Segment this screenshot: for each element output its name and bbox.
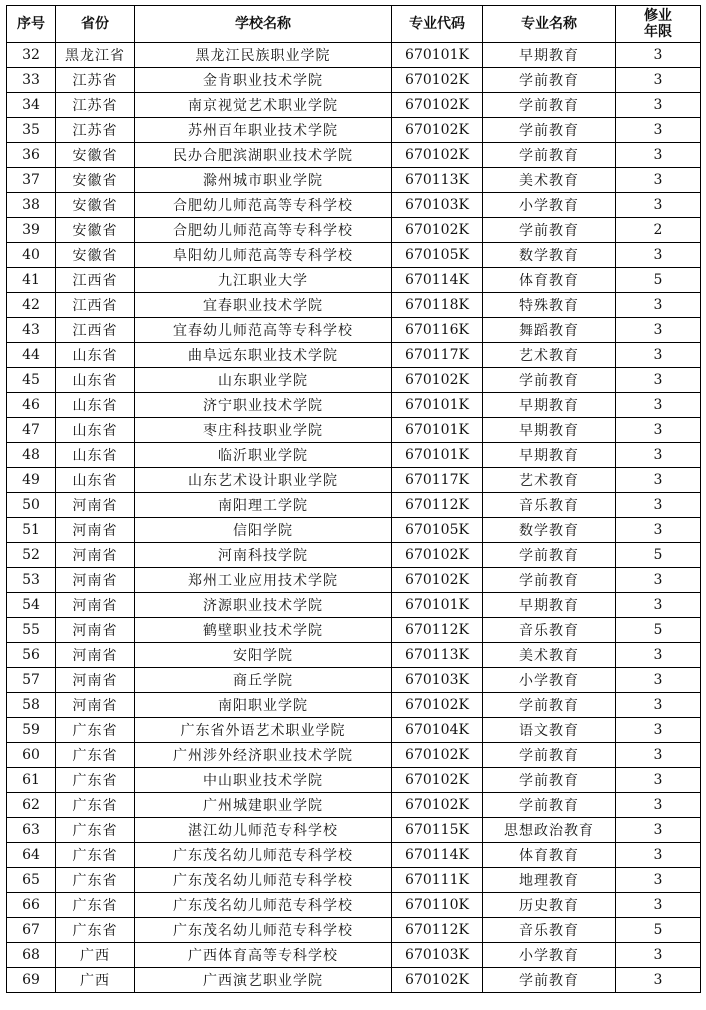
cell-code: 670103K bbox=[392, 668, 483, 693]
cell-school: 南阳职业学院 bbox=[135, 693, 392, 718]
cell-years: 3 bbox=[616, 693, 701, 718]
cell-years: 3 bbox=[616, 743, 701, 768]
cell-years: 3 bbox=[616, 418, 701, 443]
cell-province: 广西 bbox=[56, 943, 135, 968]
cell-school: 合肥幼儿师范高等专科学校 bbox=[135, 193, 392, 218]
cell-years: 3 bbox=[616, 493, 701, 518]
cell-years: 3 bbox=[616, 93, 701, 118]
cell-province: 安徽省 bbox=[56, 218, 135, 243]
cell-no: 69 bbox=[7, 968, 56, 993]
table-row bbox=[7, 718, 701, 743]
cell-major: 美术教育 bbox=[483, 168, 616, 193]
cell-years: 3 bbox=[616, 818, 701, 843]
cell-major: 历史教育 bbox=[483, 893, 616, 918]
cell-major: 早期教育 bbox=[483, 593, 616, 618]
cell-years: 3 bbox=[616, 568, 701, 593]
table-row bbox=[7, 568, 701, 593]
cell-school: 商丘学院 bbox=[135, 668, 392, 693]
cell-code: 670111K bbox=[392, 868, 483, 893]
cell-code: 670102K bbox=[392, 143, 483, 168]
table-row bbox=[7, 43, 701, 68]
table-row bbox=[7, 518, 701, 543]
table-row bbox=[7, 543, 701, 568]
cell-school: 河南科技学院 bbox=[135, 543, 392, 568]
cell-major: 学前教育 bbox=[483, 968, 616, 993]
cell-major: 语文教育 bbox=[483, 718, 616, 743]
cell-major: 地理教育 bbox=[483, 868, 616, 893]
cell-code: 670101K bbox=[392, 43, 483, 68]
cell-code: 670113K bbox=[392, 643, 483, 668]
cell-code: 670112K bbox=[392, 618, 483, 643]
cell-major: 学前教育 bbox=[483, 568, 616, 593]
cell-years: 3 bbox=[616, 293, 701, 318]
cell-no: 46 bbox=[7, 393, 56, 418]
cell-years: 3 bbox=[616, 768, 701, 793]
cell-school: 广东茂名幼儿师范专科学校 bbox=[135, 893, 392, 918]
cell-school: 黑龙江民族职业学院 bbox=[135, 43, 392, 68]
cell-no: 32 bbox=[7, 43, 56, 68]
cell-school: 宜春职业技术学院 bbox=[135, 293, 392, 318]
cell-province: 山东省 bbox=[56, 443, 135, 468]
cell-no: 44 bbox=[7, 343, 56, 368]
cell-major: 音乐教育 bbox=[483, 918, 616, 943]
table-row bbox=[7, 468, 701, 493]
cell-years: 5 bbox=[616, 918, 701, 943]
table-row bbox=[7, 593, 701, 618]
cell-years: 3 bbox=[616, 718, 701, 743]
cell-province: 广东省 bbox=[56, 818, 135, 843]
cell-school: 广东茂名幼儿师范专科学校 bbox=[135, 868, 392, 893]
cell-school: 信阳学院 bbox=[135, 518, 392, 543]
cell-province: 山东省 bbox=[56, 418, 135, 443]
cell-major: 数学教育 bbox=[483, 243, 616, 268]
cell-province: 山东省 bbox=[56, 393, 135, 418]
cell-province: 河南省 bbox=[56, 593, 135, 618]
cell-no: 59 bbox=[7, 718, 56, 743]
cell-school: 阜阳幼儿师范高等专科学校 bbox=[135, 243, 392, 268]
cell-code: 670112K bbox=[392, 493, 483, 518]
cell-school: 宜春幼儿师范高等专科学校 bbox=[135, 318, 392, 343]
table-row bbox=[7, 118, 701, 143]
cell-no: 64 bbox=[7, 843, 56, 868]
cell-major: 学前教育 bbox=[483, 143, 616, 168]
cell-major: 早期教育 bbox=[483, 443, 616, 468]
cell-province: 江西省 bbox=[56, 293, 135, 318]
cell-province: 广东省 bbox=[56, 768, 135, 793]
cell-code: 670102K bbox=[392, 93, 483, 118]
cell-years: 3 bbox=[616, 468, 701, 493]
table-header bbox=[7, 6, 701, 43]
cell-province: 江苏省 bbox=[56, 68, 135, 93]
table-row bbox=[7, 293, 701, 318]
cell-school: 苏州百年职业技术学院 bbox=[135, 118, 392, 143]
cell-no: 43 bbox=[7, 318, 56, 343]
cell-years: 3 bbox=[616, 118, 701, 143]
table-row bbox=[7, 418, 701, 443]
cell-major: 学前教育 bbox=[483, 68, 616, 93]
cell-years: 3 bbox=[616, 943, 701, 968]
cell-no: 57 bbox=[7, 668, 56, 693]
cell-no: 47 bbox=[7, 418, 56, 443]
header-major: 专业名称 bbox=[483, 6, 616, 43]
cell-province: 山东省 bbox=[56, 368, 135, 393]
cell-school: 临沂职业学院 bbox=[135, 443, 392, 468]
cell-no: 61 bbox=[7, 768, 56, 793]
cell-code: 670105K bbox=[392, 243, 483, 268]
cell-province: 广东省 bbox=[56, 893, 135, 918]
cell-major: 学前教育 bbox=[483, 218, 616, 243]
cell-no: 58 bbox=[7, 693, 56, 718]
cell-major: 数学教育 bbox=[483, 518, 616, 543]
cell-province: 江西省 bbox=[56, 268, 135, 293]
table-row bbox=[7, 918, 701, 943]
cell-no: 66 bbox=[7, 893, 56, 918]
cell-no: 45 bbox=[7, 368, 56, 393]
cell-school: 郑州工业应用技术学院 bbox=[135, 568, 392, 593]
cell-years: 5 bbox=[616, 618, 701, 643]
cell-school: 济宁职业技术学院 bbox=[135, 393, 392, 418]
cell-years: 3 bbox=[616, 143, 701, 168]
cell-province: 河南省 bbox=[56, 518, 135, 543]
cell-school: 合肥幼儿师范高等专科学校 bbox=[135, 218, 392, 243]
cell-province: 江西省 bbox=[56, 318, 135, 343]
cell-years: 3 bbox=[616, 643, 701, 668]
header-years-line1: 修业 bbox=[644, 8, 672, 24]
table-row bbox=[7, 243, 701, 268]
cell-province: 河南省 bbox=[56, 693, 135, 718]
cell-no: 39 bbox=[7, 218, 56, 243]
cell-code: 670102K bbox=[392, 543, 483, 568]
cell-code: 670101K bbox=[392, 443, 483, 468]
cell-school: 南阳理工学院 bbox=[135, 493, 392, 518]
cell-no: 50 bbox=[7, 493, 56, 518]
cell-years: 3 bbox=[616, 168, 701, 193]
cell-province: 广东省 bbox=[56, 793, 135, 818]
cell-school: 广州涉外经济职业技术学院 bbox=[135, 743, 392, 768]
table-row bbox=[7, 668, 701, 693]
cell-years: 3 bbox=[616, 368, 701, 393]
cell-major: 美术教育 bbox=[483, 643, 616, 668]
table-row bbox=[7, 868, 701, 893]
table-row bbox=[7, 93, 701, 118]
cell-code: 670101K bbox=[392, 418, 483, 443]
cell-province: 山东省 bbox=[56, 468, 135, 493]
table-row bbox=[7, 743, 701, 768]
cell-years: 3 bbox=[616, 343, 701, 368]
cell-code: 670102K bbox=[392, 693, 483, 718]
table-row bbox=[7, 643, 701, 668]
cell-province: 广东省 bbox=[56, 743, 135, 768]
cell-province: 河南省 bbox=[56, 493, 135, 518]
cell-province: 广东省 bbox=[56, 718, 135, 743]
cell-province: 河南省 bbox=[56, 643, 135, 668]
cell-no: 35 bbox=[7, 118, 56, 143]
cell-years: 3 bbox=[616, 193, 701, 218]
table-row bbox=[7, 768, 701, 793]
cell-province: 广西 bbox=[56, 968, 135, 993]
cell-code: 670115K bbox=[392, 818, 483, 843]
cell-no: 38 bbox=[7, 193, 56, 218]
cell-province: 河南省 bbox=[56, 668, 135, 693]
table-row bbox=[7, 443, 701, 468]
table-row bbox=[7, 818, 701, 843]
cell-code: 670101K bbox=[392, 393, 483, 418]
cell-province: 安徽省 bbox=[56, 168, 135, 193]
cell-major: 体育教育 bbox=[483, 268, 616, 293]
cell-school: 九江职业大学 bbox=[135, 268, 392, 293]
table-row bbox=[7, 493, 701, 518]
cell-years: 3 bbox=[616, 518, 701, 543]
cell-code: 670116K bbox=[392, 318, 483, 343]
cell-major: 小学教育 bbox=[483, 943, 616, 968]
cell-school: 滁州城市职业学院 bbox=[135, 168, 392, 193]
cell-code: 670117K bbox=[392, 468, 483, 493]
cell-major: 小学教育 bbox=[483, 193, 616, 218]
cell-major: 学前教育 bbox=[483, 543, 616, 568]
header-province: 省份 bbox=[56, 6, 135, 43]
cell-years: 3 bbox=[616, 393, 701, 418]
cell-major: 体育教育 bbox=[483, 843, 616, 868]
cell-no: 34 bbox=[7, 93, 56, 118]
cell-years: 3 bbox=[616, 968, 701, 993]
cell-code: 670102K bbox=[392, 743, 483, 768]
header-code: 专业代码 bbox=[392, 6, 483, 43]
cell-school: 曲阜远东职业技术学院 bbox=[135, 343, 392, 368]
cell-no: 51 bbox=[7, 518, 56, 543]
cell-province: 广东省 bbox=[56, 843, 135, 868]
table-body bbox=[7, 43, 701, 993]
cell-years: 3 bbox=[616, 318, 701, 343]
cell-no: 49 bbox=[7, 468, 56, 493]
cell-no: 52 bbox=[7, 543, 56, 568]
cell-province: 安徽省 bbox=[56, 143, 135, 168]
cell-major: 学前教育 bbox=[483, 93, 616, 118]
cell-years: 3 bbox=[616, 68, 701, 93]
cell-major: 早期教育 bbox=[483, 43, 616, 68]
cell-code: 670104K bbox=[392, 718, 483, 743]
cell-years: 3 bbox=[616, 843, 701, 868]
cell-no: 41 bbox=[7, 268, 56, 293]
cell-major: 思想政治教育 bbox=[483, 818, 616, 843]
cell-code: 670101K bbox=[392, 593, 483, 618]
cell-years: 3 bbox=[616, 668, 701, 693]
cell-province: 江苏省 bbox=[56, 93, 135, 118]
table-row bbox=[7, 893, 701, 918]
cell-no: 37 bbox=[7, 168, 56, 193]
table-row bbox=[7, 168, 701, 193]
cell-school: 广东省外语艺术职业学院 bbox=[135, 718, 392, 743]
cell-years: 3 bbox=[616, 593, 701, 618]
cell-province: 河南省 bbox=[56, 543, 135, 568]
cell-school: 民办合肥滨湖职业技术学院 bbox=[135, 143, 392, 168]
cell-major: 学前教育 bbox=[483, 768, 616, 793]
cell-years: 3 bbox=[616, 893, 701, 918]
cell-code: 670114K bbox=[392, 268, 483, 293]
cell-code: 670117K bbox=[392, 343, 483, 368]
cell-province: 安徽省 bbox=[56, 243, 135, 268]
cell-school: 中山职业技术学院 bbox=[135, 768, 392, 793]
cell-code: 670110K bbox=[392, 893, 483, 918]
cell-no: 56 bbox=[7, 643, 56, 668]
cell-no: 67 bbox=[7, 918, 56, 943]
cell-major: 学前教育 bbox=[483, 368, 616, 393]
cell-major: 学前教育 bbox=[483, 118, 616, 143]
cell-major: 学前教育 bbox=[483, 793, 616, 818]
major-list-table bbox=[6, 5, 701, 993]
cell-school: 湛江幼儿师范专科学校 bbox=[135, 818, 392, 843]
cell-major: 艺术教育 bbox=[483, 468, 616, 493]
table-row bbox=[7, 193, 701, 218]
cell-no: 65 bbox=[7, 868, 56, 893]
table-row bbox=[7, 393, 701, 418]
cell-province: 河南省 bbox=[56, 568, 135, 593]
table-row bbox=[7, 943, 701, 968]
cell-major: 小学教育 bbox=[483, 668, 616, 693]
cell-no: 53 bbox=[7, 568, 56, 593]
cell-major: 音乐教育 bbox=[483, 618, 616, 643]
table-row bbox=[7, 218, 701, 243]
cell-years: 3 bbox=[616, 443, 701, 468]
cell-school: 金肯职业技术学院 bbox=[135, 68, 392, 93]
cell-school: 枣庄科技职业学院 bbox=[135, 418, 392, 443]
cell-code: 670112K bbox=[392, 918, 483, 943]
table-row bbox=[7, 843, 701, 868]
cell-years: 5 bbox=[616, 543, 701, 568]
header-school: 学校名称 bbox=[135, 6, 392, 43]
table-row bbox=[7, 368, 701, 393]
cell-code: 670102K bbox=[392, 793, 483, 818]
cell-years: 3 bbox=[616, 243, 701, 268]
cell-years: 3 bbox=[616, 868, 701, 893]
header-no: 序号 bbox=[7, 6, 56, 43]
cell-school: 山东职业学院 bbox=[135, 368, 392, 393]
cell-code: 670118K bbox=[392, 293, 483, 318]
cell-code: 670103K bbox=[392, 193, 483, 218]
cell-major: 学前教育 bbox=[483, 743, 616, 768]
cell-code: 670113K bbox=[392, 168, 483, 193]
header-years-line2: 年限 bbox=[644, 24, 672, 40]
table-row bbox=[7, 268, 701, 293]
cell-code: 670102K bbox=[392, 118, 483, 143]
cell-major: 早期教育 bbox=[483, 393, 616, 418]
cell-no: 63 bbox=[7, 818, 56, 843]
cell-code: 670102K bbox=[392, 368, 483, 393]
cell-code: 670105K bbox=[392, 518, 483, 543]
cell-school: 安阳学院 bbox=[135, 643, 392, 668]
table-row bbox=[7, 318, 701, 343]
table-row bbox=[7, 343, 701, 368]
cell-no: 48 bbox=[7, 443, 56, 468]
table-row bbox=[7, 968, 701, 993]
header-years bbox=[616, 6, 701, 43]
cell-years: 3 bbox=[616, 793, 701, 818]
header-row bbox=[7, 6, 701, 43]
cell-major: 学前教育 bbox=[483, 693, 616, 718]
cell-school: 广州城建职业学院 bbox=[135, 793, 392, 818]
cell-no: 68 bbox=[7, 943, 56, 968]
cell-major: 音乐教育 bbox=[483, 493, 616, 518]
cell-years: 2 bbox=[616, 218, 701, 243]
table-row bbox=[7, 693, 701, 718]
cell-province: 江苏省 bbox=[56, 118, 135, 143]
cell-major: 艺术教育 bbox=[483, 343, 616, 368]
cell-code: 670102K bbox=[392, 768, 483, 793]
cell-no: 55 bbox=[7, 618, 56, 643]
table-row bbox=[7, 793, 701, 818]
cell-province: 山东省 bbox=[56, 343, 135, 368]
cell-province: 河南省 bbox=[56, 618, 135, 643]
cell-school: 南京视觉艺术职业学院 bbox=[135, 93, 392, 118]
cell-major: 舞蹈教育 bbox=[483, 318, 616, 343]
cell-school: 济源职业技术学院 bbox=[135, 593, 392, 618]
cell-code: 670102K bbox=[392, 218, 483, 243]
cell-code: 670102K bbox=[392, 968, 483, 993]
table-row bbox=[7, 68, 701, 93]
cell-school: 广东茂名幼儿师范专科学校 bbox=[135, 918, 392, 943]
cell-school: 广西演艺职业学院 bbox=[135, 968, 392, 993]
cell-years: 5 bbox=[616, 268, 701, 293]
cell-province: 安徽省 bbox=[56, 193, 135, 218]
cell-school: 广西体育高等专科学校 bbox=[135, 943, 392, 968]
cell-no: 40 bbox=[7, 243, 56, 268]
cell-code: 670114K bbox=[392, 843, 483, 868]
cell-years: 3 bbox=[616, 43, 701, 68]
table-row bbox=[7, 143, 701, 168]
cell-province: 广东省 bbox=[56, 868, 135, 893]
cell-code: 670102K bbox=[392, 68, 483, 93]
cell-province: 广东省 bbox=[56, 918, 135, 943]
cell-school: 鹤壁职业技术学院 bbox=[135, 618, 392, 643]
cell-code: 670102K bbox=[392, 568, 483, 593]
cell-province: 黑龙江省 bbox=[56, 43, 135, 68]
cell-code: 670103K bbox=[392, 943, 483, 968]
cell-major: 早期教育 bbox=[483, 418, 616, 443]
cell-no: 36 bbox=[7, 143, 56, 168]
cell-no: 62 bbox=[7, 793, 56, 818]
cell-no: 42 bbox=[7, 293, 56, 318]
cell-no: 33 bbox=[7, 68, 56, 93]
table-row bbox=[7, 618, 701, 643]
cell-school: 广东茂名幼儿师范专科学校 bbox=[135, 843, 392, 868]
cell-school: 山东艺术设计职业学院 bbox=[135, 468, 392, 493]
cell-no: 54 bbox=[7, 593, 56, 618]
cell-no: 60 bbox=[7, 743, 56, 768]
cell-major: 特殊教育 bbox=[483, 293, 616, 318]
